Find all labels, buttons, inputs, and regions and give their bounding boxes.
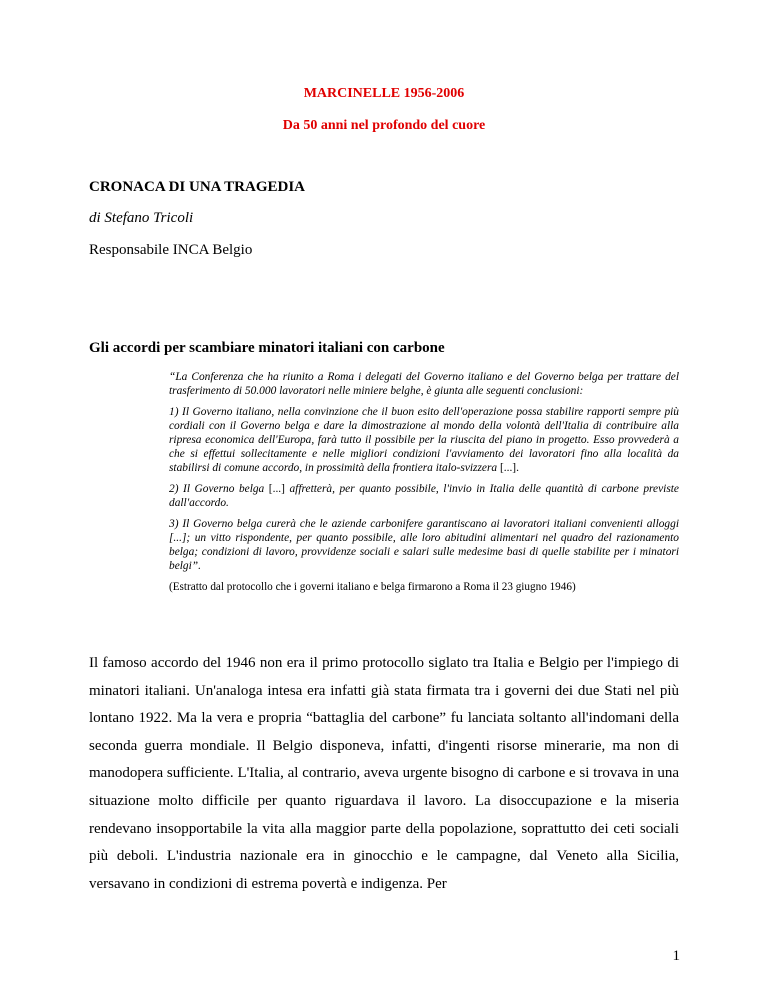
article-author: di Stefano Tricoli	[89, 210, 194, 226]
quote-source: (Estratto dal protocollo che i governi italiano e belga firmarono a Roma il 23 giugno 1946)	[169, 581, 576, 593]
body-text	[89, 650, 679, 898]
quote-point-2-end: affretterà, per quanto possibile, l'invio in Italia delle quantità di carbone previste dall'accordo.	[169, 483, 679, 509]
document-header-title: MARCINELLE 1956-2006	[303, 86, 465, 101]
quote-point-3: 3) Il Governo belga curerà che le aziende carbonifere garantiscano ai lavoratori italiani convenienti alloggi [...]; un vitto rispondente, per quanto possibile, alle loro abitudini alimentari nel quadro del razionamento belga; condizioni di lavoro, provvidenze sociali e salari sulle medesime basi di quelle stabilite per i minatori belgi”.	[169, 518, 679, 572]
quote-point-2	[169, 482, 679, 510]
article-title: CRONACA DI UNA TRAGEDIA	[89, 179, 305, 195]
page-number: 1	[672, 948, 680, 964]
quote-intro: “La Conferenza che ha riunito a Roma i delegati del Governo italiano e del Governo belga per trattare del trasferimento di 50.000 lavoratori nelle miniere belghe, è giunta alle seguenti conclusioni:	[169, 371, 679, 397]
quote-point-2-start: 2) Il Governo belga	[169, 483, 265, 495]
body-paragraph: Il famoso accordo del 1946 non era il primo protocollo siglato tra Italia e Belgio per l'impiego di minatori italiani. Un'analoga intesa era infatti già stata firmata tra i governi dei due Stati nel più lontano 1922. Ma la vera e propria “battaglia del carbone” fu lanciata soltanto all'indomani della seconda guerra mondiale. Il Belgio disponeva, infatti, d'ingenti risorse minerarie, ma non di manodopera sufficiente. L'Italia, al contrario, aveva urgente bisogno di carbone e si trovava in una situazione molto difficile per quanto riguardava il lavoro. La disoccupazione e la miseria rendevano insopportabile la vita alla maggior parte della popolazione, soprattutto dei ceti sociali più deboli. L'industria nazionale era in ginocchio e le campagne, dal Veneto alla Sicilia, versavano in condizioni di estrema povertà e indigenza. Per	[89, 655, 679, 892]
quote-point-2-ellipsis: [...]	[268, 483, 285, 495]
protocol-quote	[169, 370, 679, 601]
section-heading: Gli accordi per scambiare minatori italiani con carbone	[89, 340, 445, 356]
quote-point-1-ellipsis: [...].	[499, 462, 519, 474]
author-role: Responsabile INCA Belgio	[89, 242, 253, 258]
quote-point-1-text: 1) Il Governo italiano, nella convinzione che il buon esito dell'operazione possa stabilire rapporti sempre più cordiali con il Governo belga e dare la dimostrazione al mondo della volontà dell'Italia di contribuire alla ripresa economica dell'Europa, farà tutto il possibile per la riuscita del piano in progetto. Esso provvederà a che si effettui sollecitamente e nelle migliori condizioni l'avviamento dei lavoratori fino alla località da stabilirsi di comune accordo, in prossimità della frontiera italo-svizzera	[169, 406, 679, 474]
document-header-subtitle: Da 50 anni nel profondo del cuore	[282, 118, 486, 133]
quote-point-1	[169, 405, 679, 475]
